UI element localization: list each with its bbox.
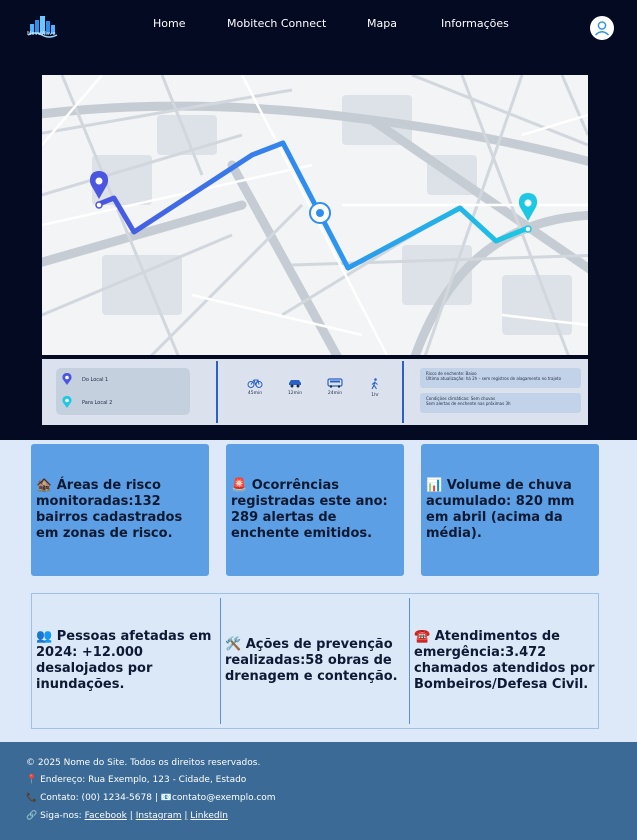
waypoint-icon: [310, 203, 330, 223]
email-link[interactable]: contato@exemplo.com: [171, 793, 276, 803]
brand-name: MoveWave: [27, 31, 56, 37]
panel-divider: [216, 361, 218, 423]
copyright: © 2025 Nome do Site. Todos os direitos reservados.: [26, 758, 261, 768]
house-icon: 🏚️: [36, 478, 53, 493]
origin-field[interactable]: [62, 373, 182, 387]
weather-alert: Sem alertas de enchente nas próximas 3h: [426, 401, 511, 406]
destination-label: Para Local 2: [82, 400, 113, 406]
route-map[interactable]: [42, 75, 588, 355]
mode-car[interactable]: [283, 378, 307, 396]
bicycle-icon: [247, 378, 263, 388]
bicycle-time: 45min: [247, 391, 263, 396]
stat-cell-prevention: [221, 594, 409, 728]
nav-mapa[interactable]: Mapa: [367, 17, 397, 30]
social-separator: |: [184, 811, 188, 821]
email-icon: 📧: [160, 793, 172, 803]
destination-field[interactable]: [62, 396, 182, 410]
nav-home[interactable]: Home: [153, 17, 186, 30]
phone-text: Contato: (00) 1234-5678 |: [40, 793, 158, 803]
phone-icon: 📞: [26, 793, 38, 803]
stat-card-risk-areas: [31, 444, 209, 576]
bus-time: 24min: [327, 391, 343, 396]
map-canvas[interactable]: [42, 75, 588, 355]
flood-risk-box: [420, 368, 581, 388]
nav-mobitech-connect[interactable]: Mobitech Connect: [227, 17, 327, 30]
destination-pin-small-icon: [62, 396, 72, 408]
flood-risk-update: Última atualização: há 2h – sem registros de alagamento no trajeto: [426, 376, 562, 381]
nav-informacoes[interactable]: Informações: [441, 17, 509, 30]
site-footer: [0, 742, 637, 840]
contact-line: [26, 793, 276, 803]
social-separator: |: [129, 811, 133, 821]
walking-time: 1hr: [371, 393, 379, 398]
flood-risk-level: Risco de enchente: Baixo: [426, 371, 477, 376]
car-icon: [287, 378, 303, 388]
stat-card-rainfall: [421, 444, 599, 576]
bus-icon: [327, 378, 343, 388]
telephone-icon: ☎️: [414, 629, 431, 644]
chart-icon: 📊: [426, 478, 443, 493]
stat-affected-text: Pessoas afetadas em 2024: +12.000 desalojados por inundações.: [36, 629, 212, 692]
user-icon: [590, 16, 614, 40]
weather-box: [420, 393, 581, 413]
people-icon: 👥: [36, 629, 53, 644]
stats-table: [31, 593, 599, 729]
route-panel: [42, 359, 588, 425]
instagram-link[interactable]: Instagram: [135, 811, 182, 821]
mode-bicycle[interactable]: [243, 378, 267, 396]
stat-cell-emergency: [410, 594, 598, 728]
address-line: [26, 775, 246, 785]
stat-prevention-text: Ações de prevenção realizadas:58 obras de drenagem e contenção.: [225, 637, 398, 684]
social-line: [26, 811, 228, 821]
stat-rainfall-text: Volume de chuva acumulado: 820 mm em abril (acima da média).: [426, 478, 575, 541]
origin-label: Do Local 1: [82, 377, 109, 383]
pin-icon: 📍: [26, 775, 38, 785]
origin-pin-small-icon: [62, 373, 72, 385]
social-label: Siga-nos:: [40, 811, 82, 821]
stat-risk-areas-text: Áreas de risco monitoradas:132 bairros cadastrados em zonas de risco.: [36, 478, 183, 541]
stat-emergency-text: Atendimentos de emergência:3.472 chamados atendidos por Bombeiros/Defesa Civil.: [414, 629, 595, 692]
panel-divider: [402, 361, 404, 423]
locations-box: [56, 368, 190, 415]
mode-bus[interactable]: [323, 378, 347, 396]
siren-icon: 🚨: [231, 478, 248, 493]
user-avatar[interactable]: [590, 16, 614, 40]
weather-condition: Condições climáticas: Sem chuvas: [426, 396, 496, 401]
address-text: Endereço: Rua Exemplo, 123 - Cidade, Estado: [40, 775, 247, 785]
stat-occurrences-text: Ocorrências registradas este ano: 289 alertas de enchente emitidos.: [231, 478, 388, 541]
linkedin-link[interactable]: LinkedIn: [190, 811, 228, 821]
stat-cell-affected: [32, 594, 220, 728]
mode-walking[interactable]: [363, 378, 387, 398]
walking-icon: [369, 378, 381, 390]
link-icon: 🔗: [26, 811, 38, 821]
stat-card-occurrences: [226, 444, 404, 576]
car-time: 12min: [287, 391, 303, 396]
facebook-link[interactable]: Facebook: [84, 811, 127, 821]
tools-icon: 🛠️: [225, 637, 242, 652]
